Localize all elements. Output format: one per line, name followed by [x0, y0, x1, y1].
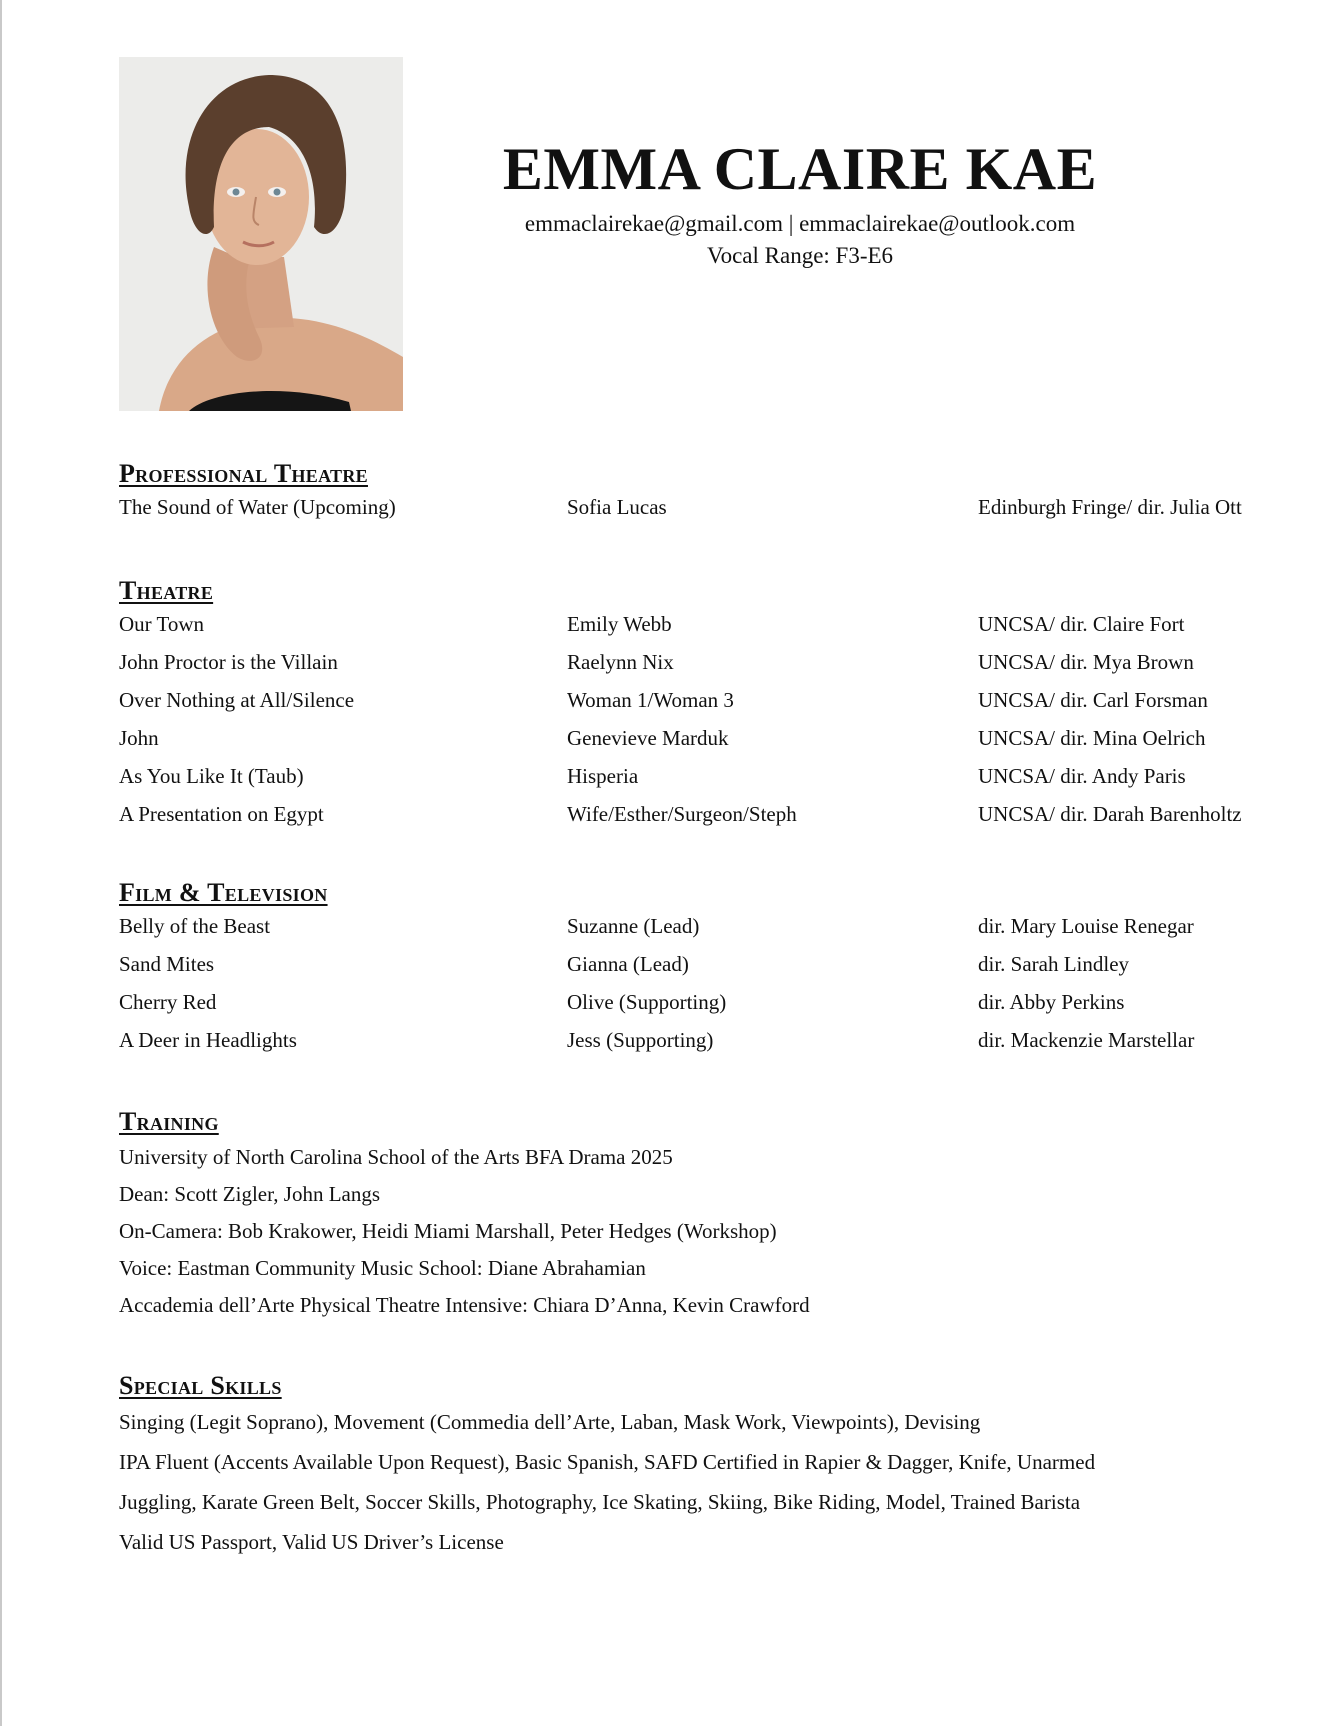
training-section: [119, 1104, 1279, 1325]
section-title: Professional Theatre: [119, 459, 368, 488]
credit-row: [119, 685, 1279, 723]
training-line: Accademia dell’Arte Physical Theatre Intensive: Chiara D’Anna, Kevin Crawford: [119, 1293, 810, 1317]
section-title: Film & Television: [119, 878, 328, 907]
director: dir. Sarah Lindley: [978, 952, 1130, 976]
role: Olive (Supporting): [567, 990, 727, 1014]
credit-row: [119, 723, 1279, 761]
vocal-range: Vocal Range: F3-E6: [706, 243, 894, 268]
production: Over Nothing at All/Silence: [119, 688, 355, 712]
production: John Proctor is the Villain: [119, 650, 338, 674]
director: dir. Abby Perkins: [978, 990, 1125, 1014]
director: dir. Mackenzie Marstellar: [978, 1028, 1195, 1052]
role: Suzanne (Lead): [567, 914, 700, 938]
production: Our Town: [119, 612, 205, 636]
skills-line: Singing (Legit Soprano), Movement (Commedia dell’Arte, Laban, Mask Work, Viewpoints), Devising: [119, 1410, 981, 1434]
role: Sofia Lucas: [567, 495, 667, 519]
company-director: UNCSA/ dir. Carl Forsman: [978, 688, 1208, 712]
company-director: UNCSA/ dir. Mya Brown: [978, 650, 1194, 674]
headshot-photo: [119, 57, 403, 411]
company-director: UNCSA/ dir. Claire Fort: [978, 612, 1185, 636]
skills-line: Juggling, Karate Green Belt, Soccer Skills, Photography, Ice Skating, Skiing, Bike Riding, Model, Trained Barista: [119, 1490, 1081, 1514]
production: As You Like It (Taub): [119, 764, 304, 788]
contact-emails: emmaclairekae@gmail.com | emmaclairekae@outlook.com: [524, 211, 1076, 236]
section-title: Special Skills: [119, 1371, 282, 1400]
company-director: UNCSA/ dir. Darah Barenholtz: [978, 802, 1242, 826]
professional-theatre-section: [119, 456, 1279, 530]
production: Belly of the Beast: [119, 914, 271, 938]
role: Genevieve Marduk: [567, 726, 729, 750]
skills-line: Valid US Passport, Valid US Driver’s License: [119, 1530, 504, 1554]
skills-line: IPA Fluent (Accents Available Upon Request), Basic Spanish, SAFD Certified in Rapier & Dagger, Knife, Unarmed: [119, 1450, 1096, 1474]
credit-row: [119, 492, 1279, 530]
resume-header: [440, 136, 1160, 272]
credit-row: [119, 987, 1279, 1025]
company-director: UNCSA/ dir. Mina Oelrich: [978, 726, 1206, 750]
production: The Sound of Water (Upcoming): [119, 495, 396, 519]
film-tv-section: [119, 875, 1279, 1063]
role: Gianna (Lead): [567, 952, 689, 976]
training-line: Voice: Eastman Community Music School: Diane Abrahamian: [119, 1256, 646, 1280]
credit-row: [119, 949, 1279, 987]
credit-row: [119, 647, 1279, 685]
role: Emily Webb: [567, 612, 672, 636]
director: dir. Mary Louise Renegar: [978, 914, 1194, 938]
production: Cherry Red: [119, 990, 217, 1014]
company-director: UNCSA/ dir. Andy Paris: [978, 764, 1186, 788]
role: Jess (Supporting): [567, 1028, 714, 1052]
training-line: Dean: Scott Zigler, John Langs: [119, 1182, 381, 1206]
credit-row: [119, 799, 1279, 837]
section-title: Training: [119, 1107, 219, 1136]
role: Woman 1/Woman 3: [567, 688, 734, 712]
company-director: Edinburgh Fringe/ dir. Julia Ott: [978, 495, 1242, 519]
theatre-section: [119, 573, 1279, 837]
credit-row: [119, 761, 1279, 799]
production: John: [119, 726, 159, 750]
role: Raelynn Nix: [567, 650, 674, 674]
production: A Presentation on Egypt: [119, 802, 324, 826]
special-skills-section: [119, 1368, 1279, 1564]
training-line: On-Camera: Bob Krakower, Heidi Miami Marshall, Peter Hedges (Workshop): [119, 1219, 777, 1243]
page-edge: [0, 0, 2, 1726]
production: A Deer in Headlights: [119, 1028, 297, 1052]
candidate-name: EMMA CLAIRE KAE: [502, 136, 1098, 202]
credit-row: [119, 1025, 1279, 1063]
production: Sand Mites: [119, 952, 215, 976]
credit-row: [119, 911, 1279, 949]
section-title: Theatre: [119, 576, 214, 605]
role: Wife/Esther/Surgeon/Steph: [567, 802, 797, 826]
role: Hisperia: [567, 764, 639, 788]
credit-row: [119, 609, 1279, 647]
training-line: University of North Carolina School of the Arts BFA Drama 2025: [119, 1145, 673, 1169]
